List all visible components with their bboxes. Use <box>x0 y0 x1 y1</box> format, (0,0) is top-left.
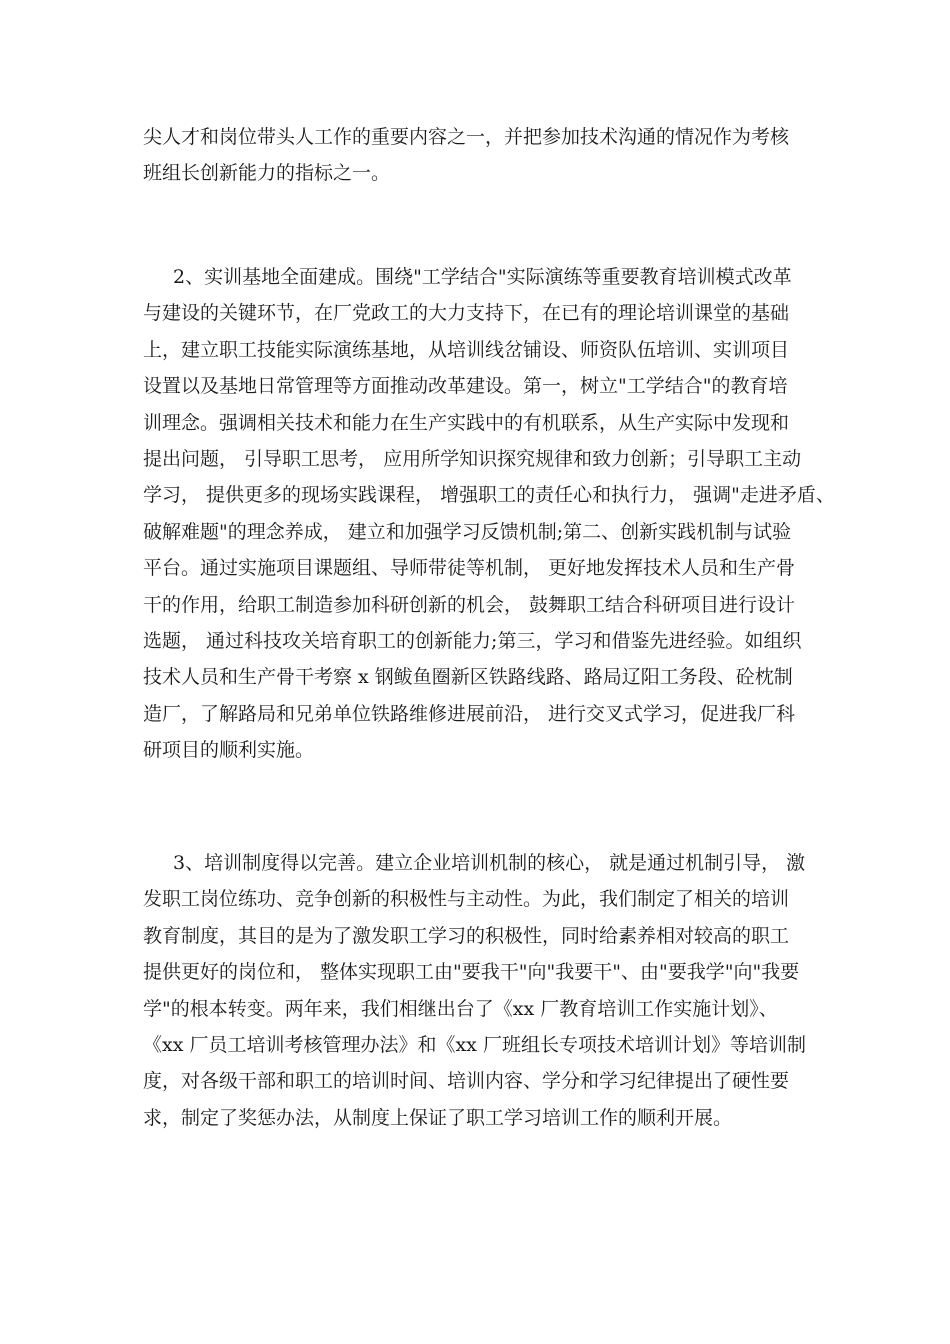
text-line: 尖人才和岗位带头人工作的重要内容之一，并把参加技术沟通的情况作为考核 <box>143 126 790 148</box>
text-line: 教育制度，其目的是为了激发职工学习的积极性，同时给素养相对较高的职工 <box>143 924 790 947</box>
text-line: 2、实训基地全面建成。围绕"工学结合"实际演练等重要教育培训模式改革 <box>173 266 792 288</box>
paragraph-training-system <box>143 845 823 1136</box>
text-line: 造厂，了解路局和兄弟单位铁路维修进展前沿， 进行交叉式学习，促进我厂科 <box>143 702 796 725</box>
text-line: 技术人员和生产骨干考察 x 钢鲅鱼圈新区铁路线路、路局辽阳工务段、砼枕制 <box>143 666 793 689</box>
text-line: 干的作用，给职工制造参加科研创新的机会， 鼓舞职工结合科研项目进行设计 <box>143 593 796 616</box>
text-line: 度，对各级干部和职工的培训时间、培训内容、学分和学习纪律提出了硬性要 <box>143 1070 790 1093</box>
text-line: 班组长创新能力的指标之一。 <box>143 162 391 185</box>
text-line: 破解难题"的理念养成， 建立和加强学习反馈机制;第二、创新实践机制与试验 <box>143 520 792 543</box>
text-line: 3、培训制度得以完善。建立企业培训机制的核心， 就是通过机制引导， 激 <box>173 852 806 874</box>
text-line: 平台。通过实施项目课题组、导师带徒等机制， 更好地发挥技术人员和生产骨 <box>143 557 796 580</box>
text-line: 学"的根本转变。两年来，我们相继出台了《xx 厂教育培训工作实施计划》、 <box>143 997 778 1020</box>
text-line: 求，制定了奖惩办法，从制度上保证了职工学习培训工作的顺利开展。 <box>143 1106 733 1129</box>
text-line: 发职工岗位练功、竞争创新的积极性与主动性。为此，我们制定了相关的培训 <box>143 888 790 911</box>
text-line: 研项目的顺利实施。 <box>143 739 315 762</box>
text-line: 选题， 通过科技攻关培育职工的创新能力;第三，学习和借鉴先进经验。如组织 <box>143 629 802 652</box>
text-line: 提供更好的岗位和， 整体实现职工由"要我干"向"我要干"、由"要我学"向"我要 <box>143 961 800 984</box>
text-line: 与建设的关键环节，在厂党政工的大力支持下，在已有的理论培训课堂的基础 <box>143 302 790 325</box>
text-line: 提出问题， 引导职工思考， 应用所学知识探究规律和致力创新；引导职工主动 <box>143 447 802 470</box>
text-line: 上，建立职工技能实际演练基地，从培训线岔铺设、师资队伍培训、实训项目 <box>143 338 790 361</box>
text-line: 《xx 厂员工培训考核管理办法》和《xx 厂班组长专项技术培训计划》等培训制 <box>143 1033 806 1056</box>
text-line: 设置以及基地日常管理等方面推动改革建设。第一，树立"工学结合"的教育培 <box>143 375 788 398</box>
paragraph-training-base <box>143 259 835 768</box>
paragraph-talent-evaluation <box>143 119 823 192</box>
text-line: 训理念。强调相关技术和能力在生产实践中的有机联系，从生产实际中发现和 <box>143 411 790 434</box>
text-line: 学习， 提供更多的现场实践课程， 增强职工的责任心和执行力， 强调"走进矛盾、 <box>143 484 835 507</box>
